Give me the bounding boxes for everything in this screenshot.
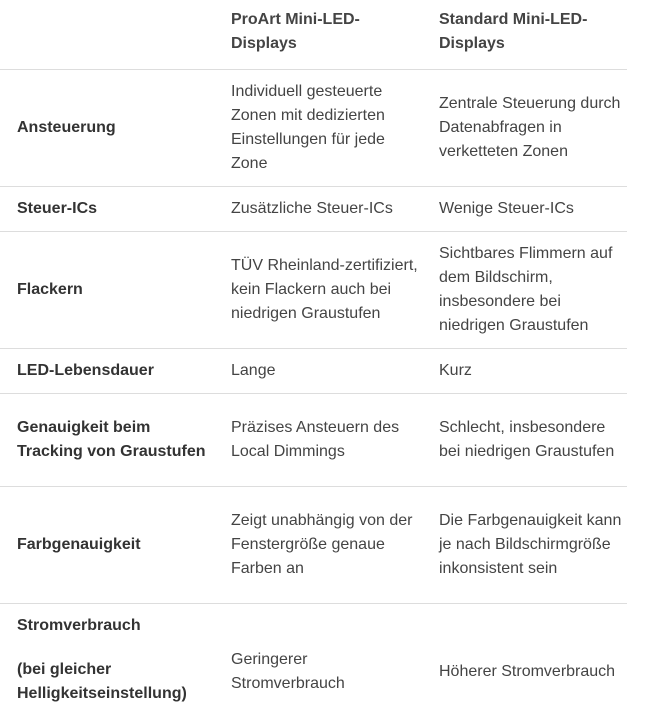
standard-cell: Höherer Stromverbrauch [439, 663, 616, 681]
standard-cell: Schlecht, insbesondere bei niedrigen Graustufen [422, 394, 627, 487]
feature-note: (bei gleicher Helligkeitseinstellung) [17, 661, 187, 702]
standard-cell: Kurz [422, 349, 627, 394]
table-header [0, 0, 627, 70]
proart-cell: Geringerer Stromverbrauch [231, 651, 345, 693]
table-row [0, 70, 627, 187]
feature-cell [0, 604, 214, 714]
proart-cell: Präzises Ansteuern des Local Dimmings [214, 394, 422, 487]
feature-cell: Steuer-ICs [0, 187, 214, 232]
table-row [0, 187, 627, 232]
table-row [0, 394, 627, 487]
standard-cell: Sichtbares Flimmern auf dem Bildschirm, insbesondere bei niedrigen Graustufen [422, 232, 627, 349]
feature-cell: Farbgenauigkeit [0, 487, 214, 604]
header-feature [0, 0, 214, 70]
standard-cell: Wenige Steuer-ICs [422, 187, 627, 232]
table-row [0, 349, 627, 394]
proart-cell: Lange [214, 349, 422, 394]
header-row [0, 0, 627, 70]
feature-cell: LED-Lebensdauer [0, 349, 214, 394]
table-row [0, 487, 627, 604]
standard-cell: Die Farbgenauigkeit kann je nach Bildschirmgröße inkonsistent sein [422, 487, 627, 604]
proart-cell: TÜV Rheinland-zertifiziert, kein Flackern auch bei niedrigen Graustufen [214, 232, 422, 349]
standard-cell: Zentrale Steuerung durch Datenabfragen in verketteten Zonen [422, 70, 627, 187]
header-proart: ProArt Mini-LED- Displays [214, 0, 422, 70]
proart-cell: Zusätzliche Steuer-ICs [214, 187, 422, 232]
feature-cell: Flackern [0, 232, 214, 349]
feature-cell: Genauigkeit beim Tracking von Graustufen [0, 394, 214, 487]
table-row [0, 604, 627, 714]
proart-cell: Zeigt unabhängig von der Fenstergröße genaue Farben an [214, 487, 422, 604]
table-row [0, 232, 627, 349]
header-standard: Standard Mini-LED- Displays [422, 0, 627, 70]
feature-label: Stromverbrauch [17, 617, 141, 634]
feature-cell: Ansteuerung [0, 70, 214, 187]
proart-cell: Individuell gesteuerte Zonen mit dedizierten Einstellungen für jede Zone [214, 70, 422, 187]
